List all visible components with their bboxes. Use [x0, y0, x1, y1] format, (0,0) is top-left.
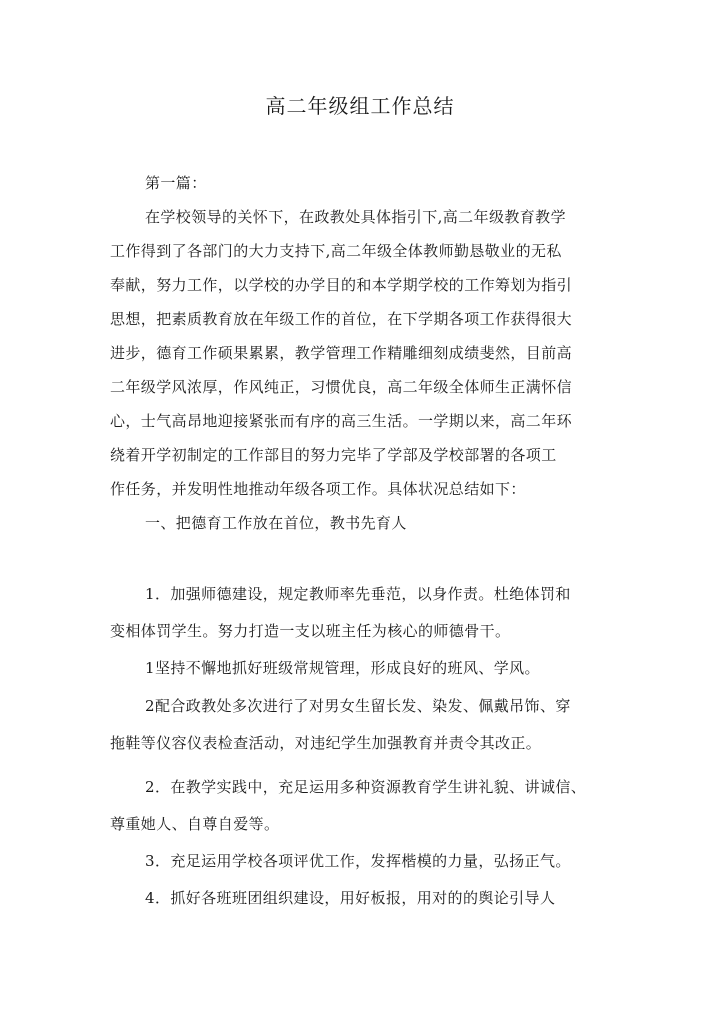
paragraph-line: 尊重她人、自尊自爱等。 — [110, 815, 280, 833]
document-title: 高二年级组工作总结 — [265, 94, 455, 118]
paragraph-line: 1坚持不懈地抓好班级常规管理，形成良好的班风、学风。 — [145, 659, 540, 677]
paragraph-line: 作任务，并发明性地推动年级各项工作。具体状况总结如下： — [110, 480, 526, 498]
paragraph-line: 心，士气高昂地迎接紧张而有序的高三生活。一学期以来，高二年环 — [110, 412, 573, 430]
paragraph-line: 工作得到了各部门的大力支持下,高二年级全体教师勤恳敬业的无私 — [110, 242, 562, 260]
paragraph-line: 绕着开学初制定的工作部目的努力完毕了学部及学校部署的各项工 — [110, 446, 557, 464]
paragraph-line: 在学校领导的关怀下，在政教处具体指引下,高二年级教育教学 — [145, 208, 566, 226]
paragraph-line: 变相体罚学生。努力打造一支以班主任为核心的师德骨干。 — [110, 622, 511, 640]
paragraph-line: 进步，德育工作硕果累累，教学管理工作精雕细刻成绩斐然，目前高 — [110, 344, 573, 362]
paragraph-line: 2．在教学实践中，充足运用多种资源教育学生讲礼貌、讲诚信、 — [145, 778, 587, 796]
paragraph-line: 3．充足运用学校各项评优工作，发挥楷模的力量，弘扬正气。 — [145, 852, 571, 870]
paragraph-line: 2配合政教处多次进行了对男女生留长发、染发、佩戴吊饰、穿 — [145, 697, 571, 715]
paragraph-line: 4．抓好各班班团组织建设，用好板报，用对的的舆论引导人 — [145, 889, 556, 907]
paragraph-line: 二年级学风浓厚，作风纯正，习惯优良，高二年级全体师生正满怀信 — [110, 378, 573, 396]
paragraph-line: 思想，把素质教育放在年级工作的首位，在下学期各项工作获得很大 — [110, 310, 573, 328]
paragraph-line: 1．加强师德建设，规定教师率先垂范，以身作责。杜绝体罚和 — [145, 585, 571, 603]
section-subheading: 一、把德育工作放在首位，教书先育人 — [145, 514, 407, 532]
paragraph-line: 拖鞋等仪容仪表检查活动，对违纪学生加强教育并责令其改正。 — [110, 734, 542, 752]
section-heading: 第一篇： — [145, 174, 207, 192]
paragraph-line: 奉献，努力工作，以学校的办学目的和本学期学校的工作筹划为指引 — [110, 276, 573, 294]
